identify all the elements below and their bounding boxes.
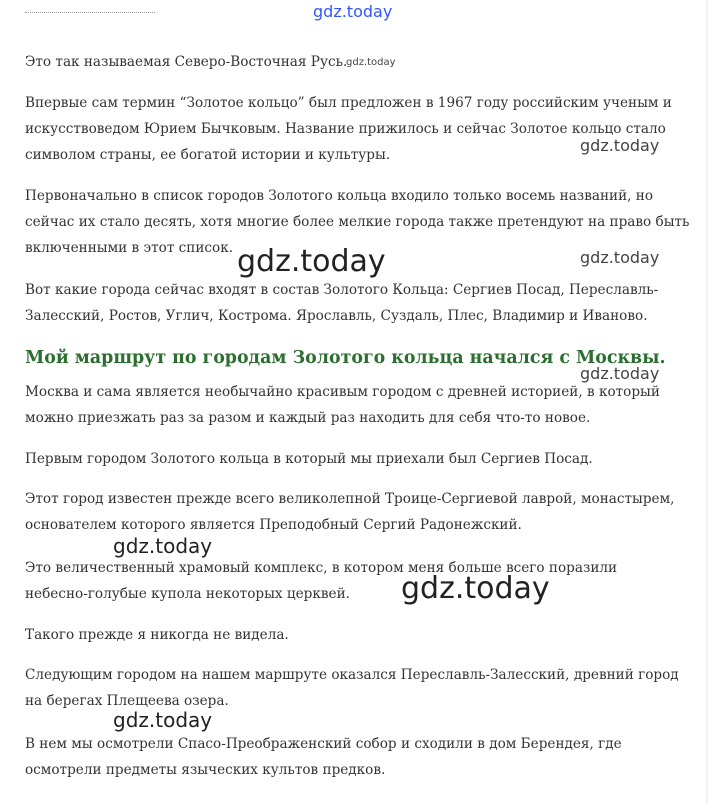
paragraph-11-line-2: осмотрели предметы языческих культов предков. <box>25 762 386 778</box>
paragraph-7-line-2: основателем которого является Преподобный Сергий Радонежский. <box>25 517 522 533</box>
paragraph-2-line-1: Впервые сам термин “Золотое кольцо” был предложен в 1967 году российским ученым и <box>25 95 672 111</box>
paragraph-8-line-1: Это величественный храмовый комплекс, в котором меня больше всего поразили <box>25 560 618 576</box>
watermark-right-2: gdz.today <box>580 248 660 267</box>
paragraph-5-line-2: можно приезжать раз за разом и каждый раз находить для себя что-то новое. <box>25 410 591 426</box>
paragraph-2-line-2: искусствоведом Юрием Бычковым. Название прижилось и сейчас Золотое кольцо стало <box>25 121 666 137</box>
watermark-right-1: gdz.today <box>580 136 660 155</box>
paragraph-3-line-1: Первоначально в список городов Золотого кольца входило только восемь названий, но <box>25 188 654 204</box>
watermark-left-1: gdz.today <box>113 534 213 558</box>
paragraph-8-line-2: небесно-голубые купола некоторых церквей. <box>25 586 350 602</box>
paragraph-5-line-1: Москва и сама является необычайно красивым городом с древней историей, в который <box>25 384 660 400</box>
watermark-left-2: gdz.today <box>113 708 213 732</box>
paragraph-2-line-3: символом страны, ее богатой истории и культуры. <box>25 147 391 163</box>
paragraph-7-line-1: Этот город известен прежде всего великолепной Троице-Сергиевой лаврой, монастырем, <box>25 491 675 507</box>
paragraph-10-line-1: Следующим городом на нашем маршруте оказался Переславль-Залесский, древний город <box>25 667 679 683</box>
watermark-inline: gdz.today <box>346 57 396 68</box>
paragraph-1-line-1: Это так называемая Северо-Восточная Русь. <box>25 54 348 70</box>
paragraph-4-line-1: Вот какие города сейчас входят в состав Золотого Кольца: Сергиев Посад, Переславль- <box>25 282 659 298</box>
paragraph-3-line-2: сейчас их стало десять, хотя многие более мелкие города также претендуют на право быть <box>25 214 690 230</box>
watermark-right-3: gdz.today <box>580 364 660 383</box>
paragraph-3-line-3: включенными в этот список. <box>25 240 234 256</box>
cropped-text-line <box>25 12 155 19</box>
section-heading: Мой маршрут по городам Золотого кольца начался с Москвы. <box>25 348 666 368</box>
paragraph-10-line-2: на берегах Плещеева озера. <box>25 693 229 709</box>
paragraph-11-line-1: В нем мы осмотрели Спасо-Преображенский собор и сходили в дом Берендея, где <box>25 736 622 752</box>
watermark-center-large: gdz.today <box>237 244 386 279</box>
watermark-center-large-2: gdz.today <box>401 571 550 606</box>
paragraph-4-line-2: Залесский, Ростов, Углич, Кострома. Ярославль, Суздаль, Плес, Владимир и Иваново. <box>25 308 648 324</box>
paragraph-6-line-1: Первым городом Золотого кольца в который мы приехали был Сергиев Посад. <box>25 451 593 467</box>
watermark-top: gdz.today <box>313 2 393 21</box>
paragraph-9-line-1: Такого прежде я никогда не видела. <box>25 627 289 643</box>
